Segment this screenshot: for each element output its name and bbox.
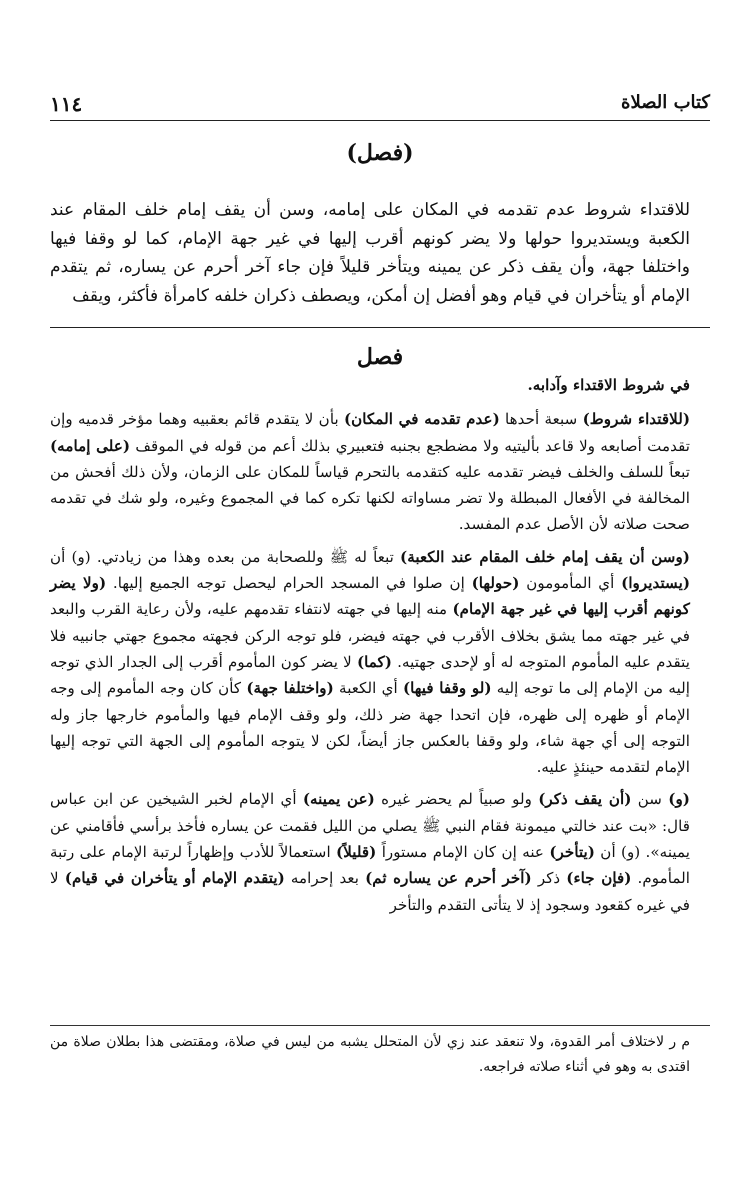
matn-quote: (عدم تقدمه في المكان)	[343, 410, 500, 429]
sharh-heading: فصل	[356, 344, 404, 370]
matn-quote: (و)	[668, 790, 690, 809]
matn-quote: (يتقدم الإمام أو يتأخران في قيام)	[64, 869, 285, 888]
matn-quote: (أن يقف ذكر)	[538, 790, 632, 809]
commentary-text: إن صلوا في المسجد الحرام ليحصل توجه الجميع إليها.	[106, 574, 472, 593]
footnote-divider	[50, 1025, 710, 1026]
matn-text	[50, 196, 690, 310]
page-header	[50, 92, 710, 120]
sharh-text	[50, 372, 690, 918]
matn-quote: (للاقتداء شروط)	[582, 410, 691, 429]
matn-paragraph: للاقتداء شروط عدم تقدمه في المكان على إمامه، وسن أن يقف إمام خلف المقام عند الكعبة ويستديروا حولها ولا يضر كونهم أقرب إليها في غير جهة الإمام، كما لو وقفا فيها واختلفا جهة، وأن يقف ذكر عن يمينه ويتأخر قليلاً فإن جاء آخر أحرم عن يساره، ثم يتقدم الإمام أو يتأخران في قيام وهو أفضل إن أمكن، ويصطف ذكران خلفه كامرأة فأكثر، ويقف	[50, 200, 690, 306]
matn-quote: (عن يمينه)	[302, 790, 375, 809]
commentary-text: تبعاً للسلف والخلف فيضر تقدمه عليه كتقدمه بالتحرم قياساً للمكان على الزمان، ولأن ذلك أفحش من المخالفة في الأفعال المبطلة ولا تضر مساواته لكنها تكره كما في المجموع وغيره، ولو شك في تقدمه صحت صلاته لأن الأصل عدم المفسد.	[50, 462, 690, 534]
matn-quote: (قليلاً)	[336, 843, 377, 862]
sharh-subheading: في شروط الاقتداء وآدابه.	[527, 376, 690, 394]
matn-quote: (حولها)	[471, 574, 520, 593]
commentary-text: عنه إن كان الإمام مستوراً	[376, 843, 550, 862]
commentary-text: بعد إحرامه	[284, 869, 366, 888]
footnote	[50, 1030, 690, 1080]
commentary-text: ولو صبياً لم يحضر غيره	[374, 790, 539, 809]
matn-quote: (يتأخر)	[549, 843, 595, 862]
matn-quote: (لو وقفا فيها)	[402, 679, 492, 698]
matn-quote: (واختلفا جهة)	[246, 679, 334, 698]
page-number: ١١٤	[50, 92, 83, 116]
section-divider	[50, 327, 710, 328]
sharh-paragraph-3	[50, 786, 690, 917]
footnote-text: م ر لاختلاف أمر القدوة، ولا تنعقد عند زي لأن المتحلل يشبه من ليس في صلاة، ومقتضى هذا بطلان صلاة من اقتدى به وهو في أثناء صلاته فراجعه.	[50, 1034, 690, 1075]
running-head: كتاب الصلاة	[621, 92, 710, 113]
commentary-text: لا في غيره كقعود وسجود إذ لا يتأتى التقدم والتأخر	[50, 869, 690, 914]
matn-quote: (فإن جاء)	[566, 869, 632, 888]
matn-quote: (يستديروا)	[621, 574, 691, 593]
matn-quote: (وسن أن يقف إمام خلف المقام عند الكعبة)	[400, 547, 690, 566]
matn-heading: (فصل)	[346, 140, 414, 166]
commentary-text: أي المأمومون	[519, 574, 622, 593]
matn-quote: (كما)	[356, 652, 392, 671]
commentary-text: أي الكعبة	[333, 679, 403, 698]
commentary-text: استعمالاً للأدب وإظهاراً لرتبة الإمام على رتبة المأموم.	[50, 843, 691, 888]
sharh-paragraph-1	[50, 406, 690, 537]
matn-quote: (ولا يضر كونهم أقرب إليها في غير جهة الإمام)	[50, 574, 690, 619]
commentary-text: أي الإمام لخبر الشيخين عن ابن عباس قال: «بت عند خالتي ميمونة فقام النبي ﷺ يصلي من الليل فقمت عن يساره فأخذ برأسي فأقامني عن يمينه». (و) أن	[50, 790, 690, 862]
matn-quote: (على إمامه)	[50, 436, 131, 455]
commentary-text: تبعاً له ﷺ وللصحابة من بعده وهذا من زيادتي. (و) أن	[50, 547, 401, 566]
commentary-text: ذكر	[531, 869, 567, 888]
matn-quote: (آخر أحرم عن يساره ثم)	[365, 869, 532, 888]
commentary-text: منه إليها في جهته لانتفاء تقدمهم عليه، ولأن رعاية القرب والبعد في غير جهته مما يشق بخلاف الأقرب في جهته فيضر، فلو توجه الركن فجهته مجموع جهتي جانبيه فلا يتقدم عليه المأموم المتوجه له أو لإحدى جهتيه.	[50, 600, 690, 671]
commentary-text: بأن لا يتقدم قائم بعقبيه وهما مؤخر قدميه وإن تقدمت أصابعه ولا قاعد بأليتيه ولا مضطجع بجنبه فتعبيري بذلك أعم من قوله في الموقف	[50, 410, 691, 455]
header-rule	[50, 120, 710, 121]
commentary-text: لا يضر كون المأموم أقرب إلى الجدار الذي توجه إليه من الإمام إلى ما توجه إليه	[50, 652, 690, 698]
commentary-text: سن	[631, 790, 669, 809]
commentary-text: سبعة أحدها	[499, 410, 583, 429]
sharh-paragraph-2	[50, 544, 690, 781]
commentary-text: كأن كان وجه المأموم إلى وجه الإمام أو ظهره إلى ظهره، فإن اتحدا جهة ضر ذلك، ولو وقف الإمام فيها والمأموم خارجها جاز وله التوجه إلى أي جهة شاء، ولو وقفا بالعكس جاز أيضاً، لكن لا يتوجه المأموم إلى الجهة التي توجه إليها الإمام لتقدمه حينئذٍ عليه.	[50, 679, 690, 777]
